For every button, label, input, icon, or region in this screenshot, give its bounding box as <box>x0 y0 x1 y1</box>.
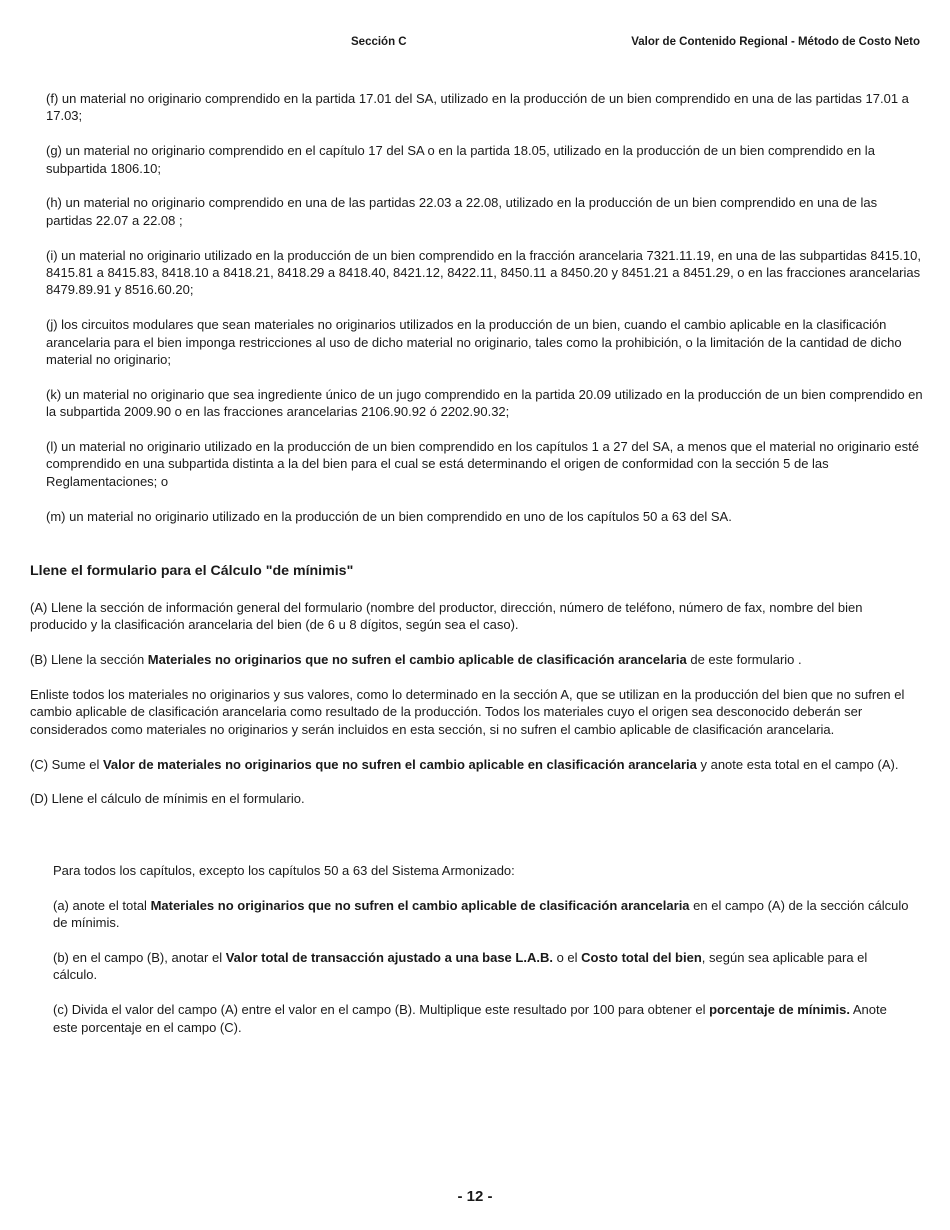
sub-a-bold: Materiales no originarios que no sufren el cambio aplicable de clasificación arancelaria <box>150 897 690 913</box>
list-item: (i) un material no originario utilizado en la producción de un bien comprendido en la fracción arancelaria 7321.11.19, en una de las subpartidas 8415.10, 8415.81 a 8415.83, 8418.10 a 8418.21, 8418.29 a 8418.40, 8421.12, 8422.11, 8450.11 a 8450.20 y 8451.21 a 8451.29, o en las fracciones arancelarias 8479.89.91 y 8516.60.20; <box>46 247 921 298</box>
sub-b <box>53 949 913 984</box>
section-heading: Llene el formulario para el Cálculo "de mínimis" <box>30 563 354 579</box>
list-item: (h) un material no originario comprendido en una de las partidas 22.03 a 22.08, utilizado en la producción de un bien comprendido en una de las partidas 22.07 a 22.08 ; <box>46 195 878 228</box>
step-c-post: y anote esta total en el campo (A). <box>696 756 899 772</box>
list-item: (g) un material no originario comprendido en el capítulo 17 del SA o en la partida 18.05, utilizado en la producción de un bien comprendido en la subpartida 1806.10; <box>46 143 875 176</box>
step-a: (A) Llene la sección de información general del formulario (nombre del productor, dirección, número de teléfono, número de fax, nombre del bien producido y la clasificación arancelaria del bien (de 6 u 8 dígitos, según sea el caso). <box>30 600 863 633</box>
sub-b-pre: (b) en el campo (B), anotar el <box>53 950 226 965</box>
step-b-pre: (B) Llene la sección <box>30 652 148 668</box>
list-item: (l) un material no originario utilizado en la producción de un bien comprendido en los capítulos 1 a 27 del SA, a menos que el material no originario esté comprendido en una subpartida distinta a la del bien para el cual se está determinando el origen de conformidad con la sección 5 de las Reglamentaciones; o <box>46 439 919 489</box>
sub-instructions <box>53 862 913 1053</box>
sub-a-post: en el campo (A) de la sección cálculo de mínimis. <box>53 897 909 931</box>
instructions <box>30 599 922 825</box>
sub-c-bold: porcentaje de mínimis. <box>709 1002 850 1018</box>
step-b-post: de este formulario . <box>686 652 802 668</box>
header-title: Valor de Contenido Regional - Método de Costo Neto <box>631 36 920 48</box>
sub-a <box>53 897 913 932</box>
step-b-bold: Materiales no originarios que no sufren el cambio aplicable de clasificación arancelaria <box>147 652 687 668</box>
step-c-bold: Valor de materiales no originarios que no sufren el cambio aplicable en clasificación arancelaria <box>102 756 697 772</box>
list-item: (m) un material no originario utilizado en la producción de un bien comprendido en uno de los capítulos 50 a 63 del SA. <box>46 508 732 524</box>
list-item: (k) un material no originario que sea ingrediente único de un jugo comprendido en la partida 20.09 utilizado en la producción de un bien comprendido en la subpartida 2009.90 o en las fracciones arancelarias 2106.90.92 ó 2202.90.32; <box>46 386 923 420</box>
sub-c-post: Anote este porcentaje en el campo (C). <box>53 1002 887 1035</box>
list-item: (f) un material no originario comprendido en la partida 17.01 del SA, utilizado en la producción de un bien comprendido en una de las partidas 17.01 a 17.03; <box>46 91 909 124</box>
sub-c <box>53 1001 913 1036</box>
sub-b-bold2: Costo total del bien <box>581 950 702 965</box>
header-section: Sección C <box>351 36 407 48</box>
sub-a-pre: (a) anote el total <box>53 897 151 913</box>
step-c <box>30 756 922 773</box>
sub-b-post: , según sea aplicable para el cálculo. <box>53 950 868 983</box>
exclusion-list <box>46 90 924 542</box>
enlist-paragraph: Enliste todos los materiales no originarios y sus valores, como lo determinado en la sección A, que se utilizan en la producción del bien que no sufren el cambio aplicable de clasificación arancelaria como resultado de la producción. Todos los materiales cuyo el origen sea desconocido deberán ser considerados como materiales no originarios y serán incluidos en esta sección, si no sufren el cambio aplicable de clasificación arancelaria. <box>30 687 905 737</box>
sub-c-pre: (c) Divida el valor del campo (A) entre el valor en el campo (B). Multiplique este resultado por 100 para obtener el <box>53 1002 710 1018</box>
list-item: (j) los circuitos modulares que sean materiales no originarios utilizados en la producción de un bien, cuando el cambio aplicable en la clasificación arancelaria para el bien imponga restricciones al uso de dicho material no originario, tales como la prohibición, o la limitación de la cantidad de dicho material no originario; <box>46 317 902 368</box>
sub-b-mid: o el <box>552 950 582 965</box>
page-number: - 12 - <box>457 1188 493 1205</box>
step-c-pre: (C) Sume el <box>30 756 103 772</box>
sub-b-bold1: Valor total de transacción ajustado a una base L.A.B. <box>225 950 553 965</box>
step-d: (D) Llene el cálculo de mínimis en el formulario. <box>30 791 305 807</box>
step-b <box>30 651 922 668</box>
intro: Para todos los capítulos, excepto los capítulos 50 a 63 del Sistema Armonizado: <box>53 863 515 878</box>
